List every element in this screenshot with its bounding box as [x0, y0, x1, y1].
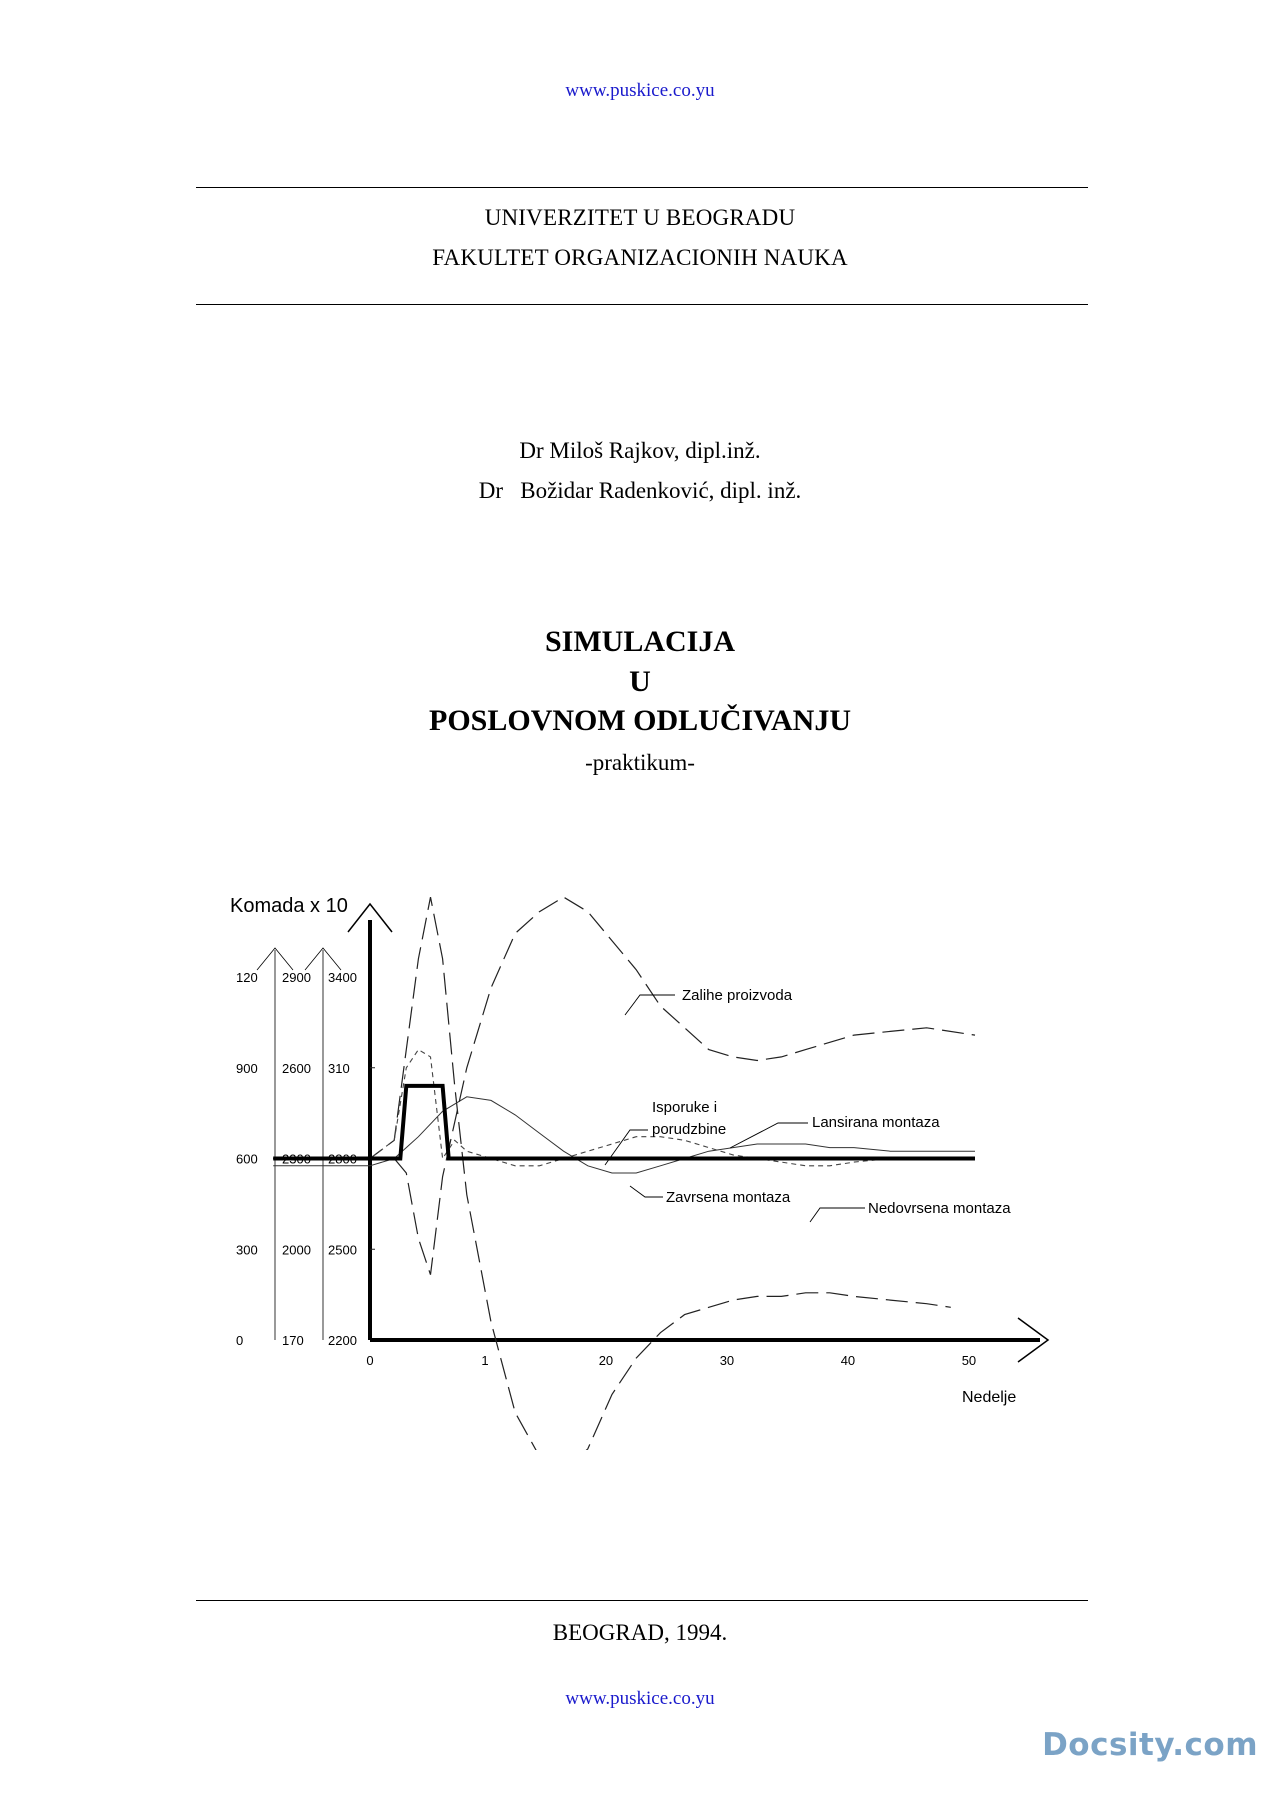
docsity-watermark: Docsity.com: [1042, 1727, 1258, 1763]
y-tick-label: 900: [236, 1060, 258, 1076]
x-tick-label: 40: [840, 1353, 856, 1368]
series-line-zalihe-proizvoda: [273, 897, 975, 1275]
x-tick-label: 30: [719, 1353, 735, 1368]
x-tick-label: 20: [598, 1353, 614, 1368]
author-2: Dr Božidar Radenković, dipl. inž.: [478, 478, 802, 503]
x-tick-label: 0: [366, 1353, 374, 1368]
series-line-zavrsena-montaza: [273, 1097, 975, 1173]
city-year: BEOGRAD, 1994.: [552, 1620, 728, 1645]
series-annotation: Zavrsena montaza: [666, 1189, 791, 1206]
x-tick-label: 1: [481, 1353, 489, 1368]
series-annotation: porudzbine: [652, 1121, 727, 1138]
y-tick-label: 310: [328, 1060, 350, 1076]
y-tick-label: 2200: [328, 1333, 357, 1348]
series-line-lansirana-montaza: [273, 1050, 975, 1166]
annotations: [605, 987, 1011, 1222]
x-tick-label: 50: [961, 1353, 977, 1368]
y-tick-label: 170: [282, 1333, 304, 1348]
title-line-1: SIMULACIJA: [544, 625, 736, 658]
y-axis-label: Komada x 10: [230, 895, 348, 917]
faculty-name: FAKULTET ORGANIZACIONIH NAUKA: [432, 245, 848, 270]
footer-url-link[interactable]: www.puskice.co.yu: [565, 1688, 715, 1709]
y-tick-label: 2600: [282, 1060, 311, 1076]
y-tick-label: 120: [236, 970, 258, 985]
title-line-2: U: [629, 665, 651, 698]
annotation-leader-line: [810, 1208, 865, 1222]
y-tick-label: 0: [236, 1333, 244, 1348]
subtitle: -praktikum-: [585, 750, 695, 775]
y-tick-label: 2800: [328, 1151, 357, 1167]
university-name: UNIVERZITET U BEOGRADU: [484, 205, 796, 230]
series-annotation: Lansirana montaza: [812, 1114, 940, 1131]
title-line-3: POSLOVNOM ODLUČIVANJU: [429, 704, 851, 737]
series-annotation: Isporuke i: [652, 1099, 718, 1116]
x-axis-label: Nedelje: [962, 1389, 1017, 1406]
y-tick-label: 2300: [282, 1151, 311, 1167]
series-annotation: Nedovrsena montaza: [868, 1200, 1011, 1217]
simulation-chart: [220, 890, 1070, 1450]
header-url[interactable]: [0, 80, 1280, 102]
y-tick-label: 2900: [282, 970, 311, 985]
header-divider: [196, 304, 1088, 305]
footer-divider: [196, 1600, 1088, 1601]
y-tick-label: 600: [236, 1151, 258, 1167]
y-tick-label: 300: [236, 1242, 258, 1258]
y-tick-label: 2000: [282, 1242, 311, 1258]
footer-url[interactable]: [0, 1688, 1280, 1710]
series-annotation: Zalihe proizvoda: [682, 987, 793, 1004]
annotation-leader-line: [630, 1186, 663, 1197]
header-url-link[interactable]: www.puskice.co.yu: [565, 80, 715, 101]
author-1: Dr Miloš Rajkov, dipl.inž.: [519, 438, 761, 463]
series-group: [273, 897, 975, 1450]
x-axis-ticks: [366, 1353, 976, 1368]
top-divider: [196, 187, 1088, 188]
y-tick-label: 2500: [328, 1242, 357, 1258]
y-tick-label: 3400: [328, 970, 357, 985]
